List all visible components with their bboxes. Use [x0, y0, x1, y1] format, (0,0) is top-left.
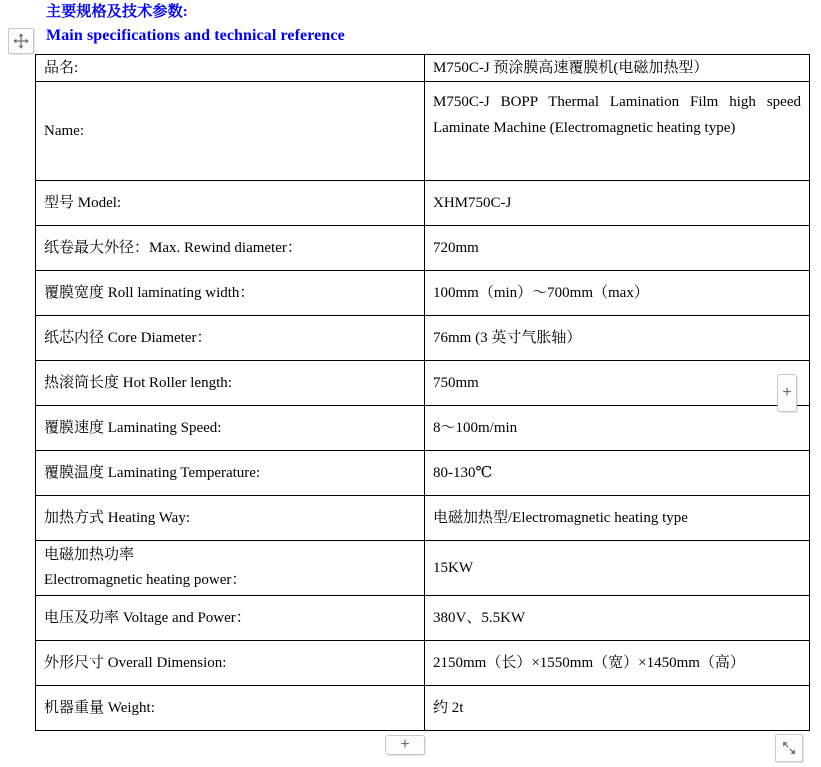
table-row[interactable]: [36, 271, 810, 316]
table-cell-label[interactable]: [36, 316, 425, 361]
row-label: 品名:: [44, 60, 79, 76]
table-row[interactable]: [36, 55, 810, 82]
row-label: 覆膜速度 Laminating Speed:: [44, 420, 222, 436]
row-label: 型号 Model:: [44, 195, 122, 211]
table-cell-value[interactable]: [425, 82, 810, 181]
table-cell-label[interactable]: [36, 55, 425, 82]
row-value: M750C-J 预涂膜高速覆膜机(电磁加热型）: [433, 60, 709, 76]
table-cell-value[interactable]: [425, 541, 810, 596]
table-row[interactable]: [36, 686, 810, 731]
specifications-table[interactable]: [35, 54, 810, 731]
table-cell-label[interactable]: [36, 451, 425, 496]
table-row[interactable]: [36, 596, 810, 641]
table-cell-value[interactable]: [425, 361, 810, 406]
table-cell-value[interactable]: [425, 596, 810, 641]
heading-chinese: 主要规格及技术参数:: [46, 4, 188, 20]
row-label: 覆膜温度 Laminating Temperature:: [44, 465, 261, 481]
document-heading: [46, 0, 746, 48]
table-cell-label[interactable]: [36, 541, 425, 596]
plus-icon: +: [400, 736, 410, 753]
plus-icon: +: [782, 384, 792, 401]
table-cell-label[interactable]: [36, 361, 425, 406]
table-row[interactable]: [36, 406, 810, 451]
row-value: 380V、5.5KW: [433, 610, 526, 626]
row-label: 纸卷最大外径：Max. Rewind diameter：: [44, 240, 302, 256]
table-cell-label[interactable]: [36, 82, 425, 181]
row-label-line2: Electromagnetic heating power：: [44, 572, 247, 588]
table-cell-value[interactable]: [425, 406, 810, 451]
row-value: 2150mm（长）×1550mm（宽）×1450mm（高）: [433, 655, 745, 671]
row-value: 100mm（min）～700mm（max）: [433, 285, 649, 301]
table-cell-value[interactable]: [425, 271, 810, 316]
row-value: 720mm: [433, 240, 479, 256]
table-resize-handle[interactable]: [775, 734, 803, 762]
table-cell-label[interactable]: [36, 181, 425, 226]
row-value: 76mm (3 英寸气胀轴）: [433, 330, 582, 346]
table-row[interactable]: [36, 181, 810, 226]
table-cell-label[interactable]: [36, 406, 425, 451]
insert-row-button[interactable]: [385, 735, 425, 755]
row-value: 750mm: [433, 375, 479, 391]
table-row[interactable]: [36, 361, 810, 406]
diagonal-resize-arrows-icon: [780, 739, 798, 757]
row-value: 约 2t: [433, 700, 464, 716]
table-cell-value[interactable]: [425, 316, 810, 361]
table-cell-value[interactable]: [425, 226, 810, 271]
move-cross-arrows-icon: [12, 32, 30, 50]
table-row[interactable]: [36, 316, 810, 361]
row-label: 纸芯内径 Core Diameter：: [44, 330, 212, 346]
table-cell-label[interactable]: [36, 596, 425, 641]
row-value: XHM750C-J: [433, 195, 512, 211]
table-row[interactable]: [36, 82, 810, 181]
row-value: 电磁加热型/Electromagnetic heating type: [433, 510, 688, 526]
row-label-line1: 电磁加热功率: [44, 547, 135, 563]
table-cell-value[interactable]: [425, 55, 810, 82]
table-cell-label[interactable]: [36, 496, 425, 541]
row-label: 外形尺寸 Overall Dimension:: [44, 655, 227, 671]
table-move-handle[interactable]: [8, 28, 34, 54]
row-value: 15KW: [433, 560, 473, 576]
row-label: 热滚筒长度 Hot Roller length:: [44, 375, 232, 391]
row-value: 80-130℃: [433, 465, 493, 481]
table-row[interactable]: [36, 451, 810, 496]
table-cell-value[interactable]: [425, 451, 810, 496]
row-label: 覆膜宽度 Roll laminating width：: [44, 285, 255, 301]
table-row[interactable]: [36, 226, 810, 271]
heading-english: Main specifications and technical reference: [46, 27, 345, 44]
table-cell-value[interactable]: [425, 686, 810, 731]
row-value: 8～100m/min: [433, 420, 518, 436]
table-cell-label[interactable]: [36, 226, 425, 271]
table-row[interactable]: [36, 641, 810, 686]
table-cell-value[interactable]: [425, 181, 810, 226]
table-cell-label[interactable]: [36, 686, 425, 731]
table-cell-label[interactable]: [36, 641, 425, 686]
table-cell-value[interactable]: [425, 496, 810, 541]
row-label: 加热方式 Heating Way:: [44, 510, 190, 526]
insert-column-button[interactable]: [777, 374, 797, 412]
row-label: 机器重量 Weight:: [44, 700, 155, 716]
row-label: Name:: [44, 123, 84, 139]
table-cell-label[interactable]: [36, 271, 425, 316]
row-label: 电压及功率 Voltage and Power：: [44, 610, 251, 626]
table-row[interactable]: [36, 496, 810, 541]
table-body: [36, 55, 810, 731]
table-row[interactable]: [36, 541, 810, 596]
table-cell-value[interactable]: [425, 641, 810, 686]
row-value: M750C-J BOPP Thermal Lamination Film high speed Laminate Machine (Electromagnetic heating type): [433, 94, 801, 136]
